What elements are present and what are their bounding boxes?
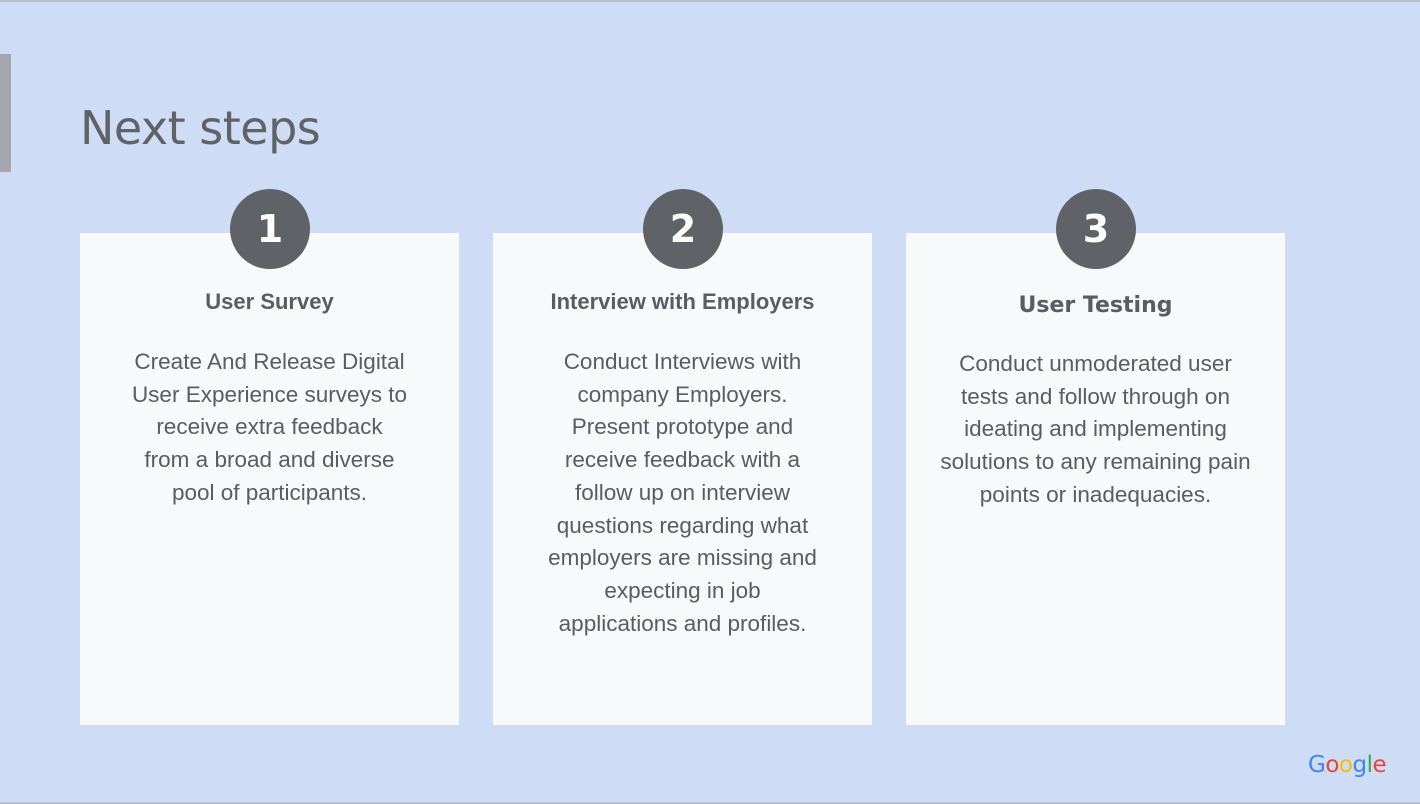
step-number-badge: 2	[643, 189, 723, 269]
card-body: Create And Release Digital User Experience surveys to receive extra feedback from a broad and diverse pool of participants.	[131, 349, 408, 505]
step-card-user-testing	[906, 233, 1285, 725]
accent-bar	[0, 54, 11, 172]
logo-letter: o	[1338, 752, 1353, 778]
logo-letter: o	[1325, 752, 1339, 778]
card-heading: User Survey	[205, 289, 334, 314]
logo-letter: e	[1372, 752, 1387, 778]
slide-title: Next steps	[80, 101, 321, 155]
google-logo	[1308, 750, 1386, 780]
card-body: Conduct Interviews with company Employers. Present prototype and receive feedback with a follow up on interview questions regarding what employers are missing and expecting in job applications and profiles.	[548, 349, 817, 636]
card-body: Conduct unmoderated user tests and follow through on ideating and implementing solutions to any remaining pain points or inadequacies.	[940, 351, 1251, 507]
card-heading: User Testing	[1018, 293, 1173, 318]
step-number-badge: 3	[1056, 189, 1136, 269]
logo-letter: g	[1352, 752, 1367, 778]
step-card-interview	[493, 233, 872, 725]
logo-letter: G	[1308, 752, 1326, 778]
card-heading: Interview with Employers	[550, 289, 815, 314]
step-number-badge: 1	[230, 189, 310, 269]
step-card-user-survey	[80, 233, 459, 725]
logo-letter: l	[1366, 752, 1373, 778]
